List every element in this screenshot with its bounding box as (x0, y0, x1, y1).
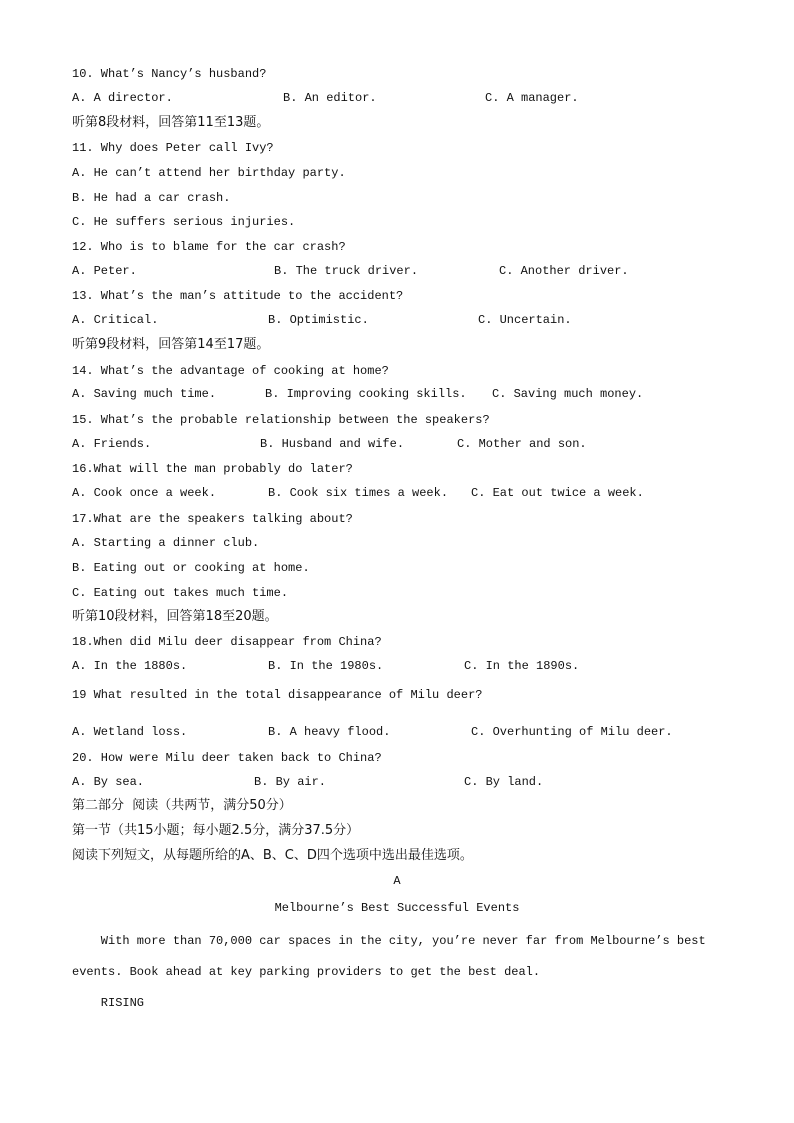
q20-option-c: C. By land. (464, 775, 544, 789)
q18-option-a: A. In the 1880s. (72, 659, 188, 673)
section-1-heading: 第一节（共15小题；每小题2.5分，满分37.5分） (72, 823, 360, 838)
section-10-instruction: 听第10段材料，回答第18至20题。 (72, 609, 278, 624)
q19-option-b: B. A heavy flood. (268, 725, 391, 739)
q17-option-b: B. Eating out or cooking at home. (72, 561, 310, 575)
q14-option-b: B. Improving cooking skills. (265, 387, 467, 401)
section-8-instruction: 听第8段材料，回答第11至13题。 (72, 115, 270, 130)
q17-option-a: A. Starting a dinner club. (72, 536, 260, 550)
passage-title: Melbourne’s Best Successful Events (274, 901, 520, 915)
q14-option-a: A. Saving much time. (72, 387, 217, 401)
q10-option-c: C. A manager. (485, 91, 579, 105)
q12-option-b: B. The truck driver. (274, 264, 419, 278)
q18-option-b: B. In the 1980s. (268, 659, 384, 673)
question-13-stem: 13. What’s the man’s attitude to the accident? (72, 289, 404, 303)
question-20-stem: 20. How were Milu deer taken back to China? (72, 751, 382, 765)
q13-option-a: A. Critical. (72, 313, 159, 327)
q11-option-b: B. He had a car crash. (72, 191, 231, 205)
passage-letter: A (393, 874, 401, 888)
q11-option-a: A. He can’t attend her birthday party. (72, 166, 346, 180)
question-15-stem: 15. What’s the probable relationship between the speakers? (72, 413, 490, 427)
question-19-stem: 19 What resulted in the total disappearance of Milu deer? (72, 688, 483, 702)
q10-option-b: B. An editor. (283, 91, 377, 105)
q19-option-a: A. Wetland loss. (72, 725, 188, 739)
passage-paragraph-line-2: events. Book ahead at key parking providers to get the best deal. (72, 965, 541, 979)
q16-option-a: A. Cook once a week. (72, 486, 217, 500)
section-9-instruction: 听第9段材料，回答第14至17题。 (72, 337, 270, 352)
question-10-stem: 10. What’s Nancy’s husband? (72, 67, 267, 81)
question-16-stem: 16.What will the man probably do later? (72, 462, 353, 476)
question-14-stem: 14. What’s the advantage of cooking at home? (72, 364, 389, 378)
q20-option-b: B. By air. (254, 775, 327, 789)
q16-option-b: B. Cook six times a week. (268, 486, 449, 500)
q11-option-c: C. He suffers serious injuries. (72, 215, 296, 229)
q17-option-c: C. Eating out takes much time. (72, 586, 289, 600)
q15-option-c: C. Mother and son. (457, 437, 587, 451)
part-2-heading: 第二部分 阅读（共两节，满分50分） (72, 798, 292, 813)
question-17-stem: 17.What are the speakers talking about? (72, 512, 353, 526)
q15-option-a: A. Friends. (72, 437, 152, 451)
q16-option-c: C. Eat out twice a week. (471, 486, 644, 500)
q12-option-a: A. Peter. (72, 264, 137, 278)
q13-option-c: C. Uncertain. (478, 313, 572, 327)
question-18-stem: 18.When did Milu deer disappear from China? (72, 635, 382, 649)
q13-option-b: B. Optimistic. (268, 313, 369, 327)
q12-option-c: C. Another driver. (499, 264, 629, 278)
q14-option-c: C. Saving much money. (492, 387, 644, 401)
q19-option-c: C. Overhunting of Milu deer. (471, 725, 673, 739)
q15-option-b: B. Husband and wife. (260, 437, 405, 451)
q20-option-a: A. By sea. (72, 775, 145, 789)
question-11-stem: 11. Why does Peter call Ivy? (72, 141, 274, 155)
q18-option-c: C. In the 1890s. (464, 659, 580, 673)
passage-subheading: RISING (72, 996, 145, 1010)
q10-option-a: A. A director. (72, 91, 173, 105)
reading-instruction: 阅读下列短文，从每题所给的A、B、C、D四个选项中选出最佳选项。 (72, 848, 473, 863)
question-12-stem: 12. Who is to blame for the car crash? (72, 240, 346, 254)
passage-paragraph-line-1: With more than 70,000 car spaces in the city, you’re never far from Melbourne’s best (72, 934, 706, 948)
